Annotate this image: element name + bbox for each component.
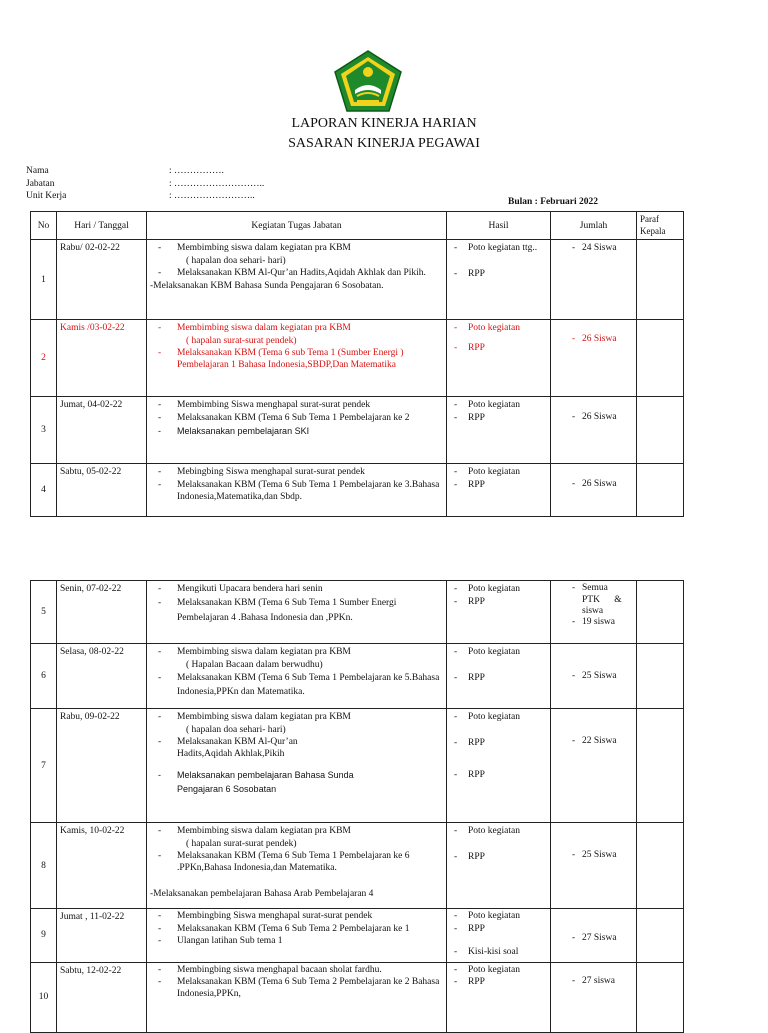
result-item: - RPP <box>450 479 547 491</box>
row-activity <box>147 823 447 909</box>
row-result <box>447 909 551 963</box>
employee-info <box>26 165 265 203</box>
activity-item: -Melaksanakan KBM Bahasa Sunda Pengajaran 6 Sosobatan. <box>150 281 384 291</box>
table-row <box>31 397 684 464</box>
month-label: Bulan : Februari 2022 <box>508 197 598 207</box>
result-item: - RPP <box>450 672 547 684</box>
row-result <box>447 823 551 909</box>
activity-item: - Membingbing Siswa menghapal surat-surat pendek <box>150 911 443 923</box>
activity-item: - Membimbing Siswa menghapal surat-surat pendek <box>150 399 443 411</box>
row-number: 2 <box>31 320 57 397</box>
row-activity <box>147 464 447 517</box>
result-item: - RPP <box>450 769 547 781</box>
row-date: Sabtu, 05-02-22 <box>57 464 147 517</box>
nama-value: : ……………. <box>169 166 224 176</box>
amount-item: - 27 siswa <box>554 975 633 987</box>
activity-item: - Melaksanakan KBM (Tema 6 Sub Tema 1 Pembelajaran ke 5.Bahasa Indonesia,PPKn dan Matematika. <box>150 671 443 699</box>
activity-table-page2 <box>30 580 684 1033</box>
result-item: - Poto kegiatan <box>450 711 547 723</box>
row-signature <box>637 581 684 644</box>
row-activity <box>147 709 447 823</box>
row-amount <box>551 464 637 517</box>
row-date: Rabu/ 02-02-22 <box>57 240 147 320</box>
row-activity <box>147 644 447 709</box>
table-row <box>31 909 684 963</box>
row-signature <box>637 709 684 823</box>
activity-item: - Membimbing siswa dalam kegiatan pra KBM <box>150 242 443 254</box>
row-number: 9 <box>31 909 57 963</box>
nama-label: Nama <box>26 166 49 176</box>
table-header-row <box>31 212 684 240</box>
row-result <box>447 320 551 397</box>
row-number: 8 <box>31 823 57 909</box>
row-signature <box>637 397 684 464</box>
row-amount <box>551 644 637 709</box>
activity-item: - Melaksanakan pembelajaran SKI <box>150 425 443 437</box>
activity-item: - Membimbing siswa dalam kegiatan pra KBM <box>150 646 443 658</box>
amount-item: - 26 Siswa <box>554 411 633 423</box>
table-row <box>31 240 684 320</box>
amount-item: - 27 Siswa <box>554 932 633 944</box>
row-number: 4 <box>31 464 57 517</box>
activity-item: - Melaksanakan KBM (Tema 6 Sub Tema 2 Pembelajaran ke 1 <box>150 924 443 936</box>
table-row <box>31 581 684 644</box>
activity-item: - Melaksanakan KBM (Tema 6 Sub Tema 1 Pembelajaran ke 3.Bahasa Indonesia,Matematika,dan Sbdp. <box>150 479 443 503</box>
row-amount <box>551 909 637 963</box>
row-amount <box>551 709 637 823</box>
row-signature <box>637 909 684 963</box>
activity-detail: ( hapalan doa sehari- hari) <box>186 725 286 735</box>
row-number: 3 <box>31 397 57 464</box>
table-row <box>31 644 684 709</box>
row-result <box>447 240 551 320</box>
activity-item: - Melaksanakan KBM (Tema 6 Sub Tema 1 Sumber Energi Pembelajaran 4 .Bahasa Indonesia dan ,PPKn. <box>150 596 443 626</box>
table-row <box>31 464 684 517</box>
row-date: Jumat, 04-02-22 <box>57 397 147 464</box>
amount-item: - 19 siswa <box>554 617 633 628</box>
activity-table-page1 <box>30 211 684 517</box>
row-date: Kamis /03-02-22 <box>57 320 147 397</box>
result-item: - RPP <box>450 924 547 936</box>
result-item: - RPP <box>450 342 547 354</box>
row-signature <box>637 240 684 320</box>
activity-item: - Ulangan latihan Sub tema 1 <box>150 936 443 948</box>
activity-item: - Membimbing siswa dalam kegiatan pra KBM <box>150 711 443 723</box>
row-number: 7 <box>31 709 57 823</box>
result-item: - Poto kegiatan <box>450 322 547 334</box>
amount-detail: PTK & <box>582 595 622 605</box>
activity-detail: ( Hapalan Bacaan dalam berwudhu) <box>186 660 323 670</box>
result-item: - Poto kegiatan <box>450 466 547 478</box>
row-number: 10 <box>31 962 57 1032</box>
row-activity <box>147 581 447 644</box>
result-item: - RPP <box>450 851 547 863</box>
row-signature <box>637 464 684 517</box>
activity-detail: ( hapalan surat-surat pendek) <box>186 336 297 346</box>
row-number: 5 <box>31 581 57 644</box>
unit-kerja-label: Unit Kerja <box>26 191 67 201</box>
row-activity <box>147 397 447 464</box>
activity-item: - Melaksanakan KBM (Tema 6 Sub Tema 2 Pembelajaran ke 2 Bahasa Indonesia,PPKn, <box>150 977 443 1000</box>
row-date: Sabtu, 12-02-22 <box>57 962 147 1032</box>
activity-item: - Mebingbing Siswa menghapal surat-surat pendek <box>150 466 443 478</box>
row-signature <box>637 644 684 709</box>
activity-item: - Melaksanakan KBM Al-Qur’an Hadits,Aqidah Akhlak dan Pikih. <box>150 267 443 279</box>
result-item: - RPP <box>450 977 547 989</box>
result-item: - Poto kegiatan <box>450 911 547 923</box>
row-date: Rabu, 09-02-22 <box>57 709 147 823</box>
result-item: - RPP <box>450 737 547 749</box>
table-row <box>31 823 684 909</box>
row-result <box>447 397 551 464</box>
col-header-activity: Kegiatan Tugas Jabatan <box>147 212 447 240</box>
row-result <box>447 709 551 823</box>
row-result <box>447 464 551 517</box>
row-amount <box>551 581 637 644</box>
activity-item: - Membimbing siswa dalam kegiatan pra KBM <box>150 322 443 334</box>
amount-item: - 24 Siswa <box>554 242 633 254</box>
result-item: - Poto kegiatan <box>450 583 547 595</box>
amount-item: - 25 Siswa <box>554 849 633 861</box>
row-amount <box>551 240 637 320</box>
col-header-amount: Jumlah <box>551 212 637 240</box>
activity-item: - Melaksanakan KBM (Tema 6 Sub Tema 1 Pembelajaran ke 6 .PPKn,Bahasa Indonesia,dan Matematika. <box>150 850 443 874</box>
row-signature <box>637 320 684 397</box>
row-activity <box>147 962 447 1032</box>
jabatan-label: Jabatan <box>26 178 55 189</box>
unit-kerja-value: : …………………….. <box>169 191 255 201</box>
row-amount <box>551 320 637 397</box>
activity-item: - Membingbing siswa menghapal bacaan sholat fardhu. <box>150 965 443 977</box>
col-header-result: Hasil <box>447 212 551 240</box>
row-activity <box>147 320 447 397</box>
table-row <box>31 320 684 397</box>
row-signature <box>637 823 684 909</box>
row-result <box>447 962 551 1032</box>
result-item: - Poto kegiatan <box>450 965 547 977</box>
row-date: Selasa, 08-02-22 <box>57 644 147 709</box>
result-item: - Poto kegiatan <box>450 399 547 411</box>
col-header-no: No <box>31 212 57 240</box>
col-header-signature: Paraf Kepala <box>637 212 684 240</box>
activity-item: - Membimbing siswa dalam kegiatan pra KBM <box>150 825 443 837</box>
row-amount <box>551 397 637 464</box>
report-subtitle: SASARAN KINERJA PEGAWAI <box>288 136 480 151</box>
row-date: Jumat , 11-02-22 <box>57 909 147 963</box>
ministry-emblem-logo <box>333 50 403 112</box>
report-title: LAPORAN KINERJA HARIAN <box>291 116 477 131</box>
amount-detail: siswa <box>582 606 604 616</box>
activity-item: -Melaksanakan pembelajaran Bahasa Arab Pembelajaran 4 <box>150 889 374 899</box>
activity-item: - Melaksanakan KBM (Tema 6 Sub Tema 1 Pembelajaran ke 2 <box>150 412 443 424</box>
amount-item: - 22 Siswa <box>554 735 633 747</box>
row-result <box>447 644 551 709</box>
activity-item: - Melaksanakan KBM (Tema 6 sub Tema 1 (Sumber Energi ) Pembelajaran 1 Bahasa Indonesia,SBDP,Dan Matematika <box>150 347 443 371</box>
amount-item: - 25 Siswa <box>554 670 633 682</box>
amount-item: - 26 Siswa <box>554 333 633 345</box>
row-activity <box>147 240 447 320</box>
row-amount <box>551 962 637 1032</box>
result-item: - Poto kegiatan <box>450 646 547 658</box>
result-item: - RPP <box>450 268 547 280</box>
activity-item: - Mengikuti Upacara bendera hari senin <box>150 583 443 595</box>
result-item: - Poto kegiatan <box>450 825 547 837</box>
row-number: 6 <box>31 644 57 709</box>
activity-item: - Melaksanakan KBM Al-Qur’an Hadits,Aqidah Akhlak,Pikih <box>150 736 443 760</box>
activity-detail: ( hapalan doa sehari- hari) <box>186 256 286 266</box>
row-result <box>447 581 551 644</box>
row-number: 1 <box>31 240 57 320</box>
result-item: - RPP <box>450 596 547 608</box>
result-item: - Poto kegiatan ttg.. <box>450 242 547 254</box>
result-item: - RPP <box>450 412 547 424</box>
col-header-date: Hari / Tanggal <box>57 212 147 240</box>
table-row <box>31 709 684 823</box>
amount-item: - Semua <box>554 583 633 594</box>
row-amount <box>551 823 637 909</box>
row-signature <box>637 962 684 1032</box>
row-activity <box>147 909 447 963</box>
activity-item: - Melaksanakan pembelajaran Bahasa Sunda Pengajaran 6 Sosobatan <box>150 768 443 796</box>
row-date: Senin, 07-02-22 <box>57 581 147 644</box>
amount-item: - 26 Siswa <box>554 478 633 490</box>
row-date: Kamis, 10-02-22 <box>57 823 147 909</box>
result-item: - Kisi-kisi soal <box>450 947 547 959</box>
activity-detail: ( hapalan surat-surat pendek) <box>186 839 297 849</box>
table-row <box>31 962 684 1032</box>
jabatan-value: : ……………………….. <box>169 178 265 189</box>
